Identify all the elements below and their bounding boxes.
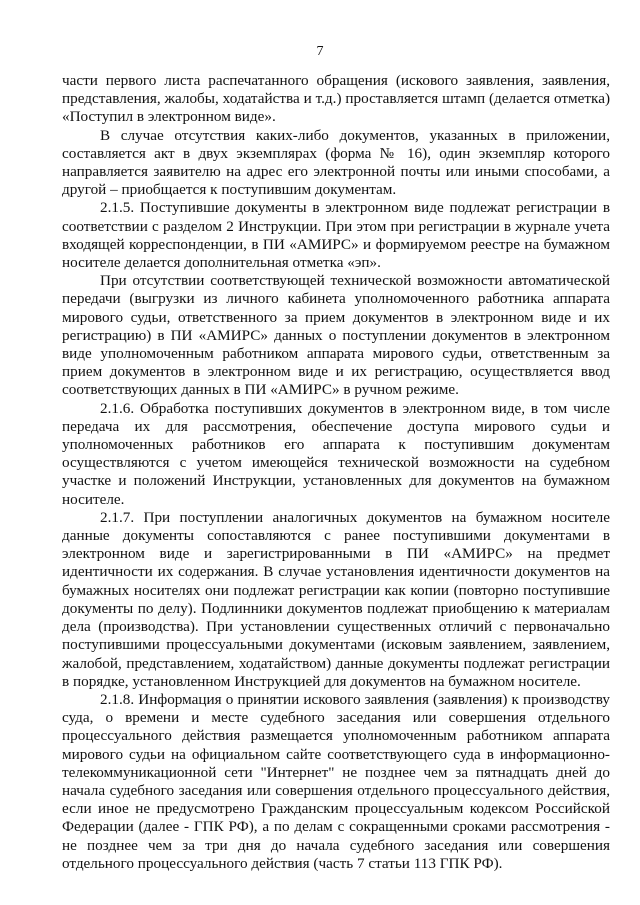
page-number: 7 — [316, 44, 324, 59]
paragraph-manual-entry: При отсутствии соответствующей технической возможности автоматической передачи (выгрузки из личного кабинета уполномоченного работника аппарата мирового судьи, ответственного за прием документов в электронном виде и их регистрацию) в ПИ «АМИРС» данных о поступлении документов в электронном виде уполномоченным работником аппарата мирового судьи, ответственным за прием документов в электронном виде и их регистрацию, осуществляется ввод соответствующих данных в ПИ «АМИРС» в ручном режиме. — [62, 272, 610, 399]
paragraph-2-1-5: 2.1.5. Поступившие документы в электронном виде подлежат регистрации в соответствии с разделом 2 Инструкции. При этом при регистрации в журнале учета входящей корреспонденции, в ПИ «АМИРС» и формируемом реестре на бумажном носителе делается дополнительная отметка «эп». — [62, 199, 610, 272]
paragraph-2-1-8: 2.1.8. Информация о принятии искового заявления (заявления) к производству суда, о времени и месте судебного заседания или совершения отдельного процессуального действия размещается уполномоченным работником аппарата мирового судьи на официальном сайте соответствующего суда в информационно-телекоммуникационной сети "Интернет" не позднее чем за пятнадцать дней до начала судебного заседания или совершения отдельного процессуального действия, если иное не предусмотрено Гражданским процессуальным кодексом Российской Федерации (далее - ГПК РФ), а по делам с сокращенными сроками рассмотрения - не позднее чем за три дня до начала судебного заседания или совершения отдельного процессуального действия (часть 7 статьи 113 ГПК РФ). — [62, 690, 610, 872]
paragraph-2-1-7: 2.1.7. При поступлении аналогичных документов на бумажном носителе данные документы сопоставляются с ранее поступившими документами в электронном виде и зарегистрированными в ПИ «АМИРС» на предмет идентичности их содержания. В случае установления идентичности документов на бумажных носителях они подлежат регистрации как копии (повторно поступившие документы по делу). Подлинники документов подлежат приобщению к материалам дела (производства). При установлении существенных отличий с первоначально поступившими процессуальными документами (исковым заявлением, заявлением, жалобой, представлением, ходатайством) данные документы подлежат регистрации в порядке, установленном Инструкцией для документов на бумажном носителе. — [62, 508, 610, 690]
paragraph-missing-documents-act: В случае отсутствия каких-либо документов, указанных в приложении, составляется акт в двух экземплярах (форма № 16), один экземпляр которого направляется заявителю на адрес его электронной почты или иными способами, а другой – приобщается к поступившим документам. — [62, 126, 610, 199]
paragraph-2-1-6: 2.1.6. Обработка поступивших документов в электронном виде, в том числе передача их для рассмотрения, обеспечение доступа мирового судьи и уполномоченных работников его аппарата к поступившим документам осуществляются с учетом имеющейся технической возможности на судебном участке и положений Инструкции, установленных для документов на бумажном носителе. — [62, 399, 610, 508]
document-body — [62, 72, 610, 873]
paragraph-continuation: части первого листа распечатанного обращения (искового заявления, заявления, представления, жалобы, ходатайства и т.д.) проставляется штамп (делается отметка) «Поступил в электронном виде». — [62, 72, 610, 126]
